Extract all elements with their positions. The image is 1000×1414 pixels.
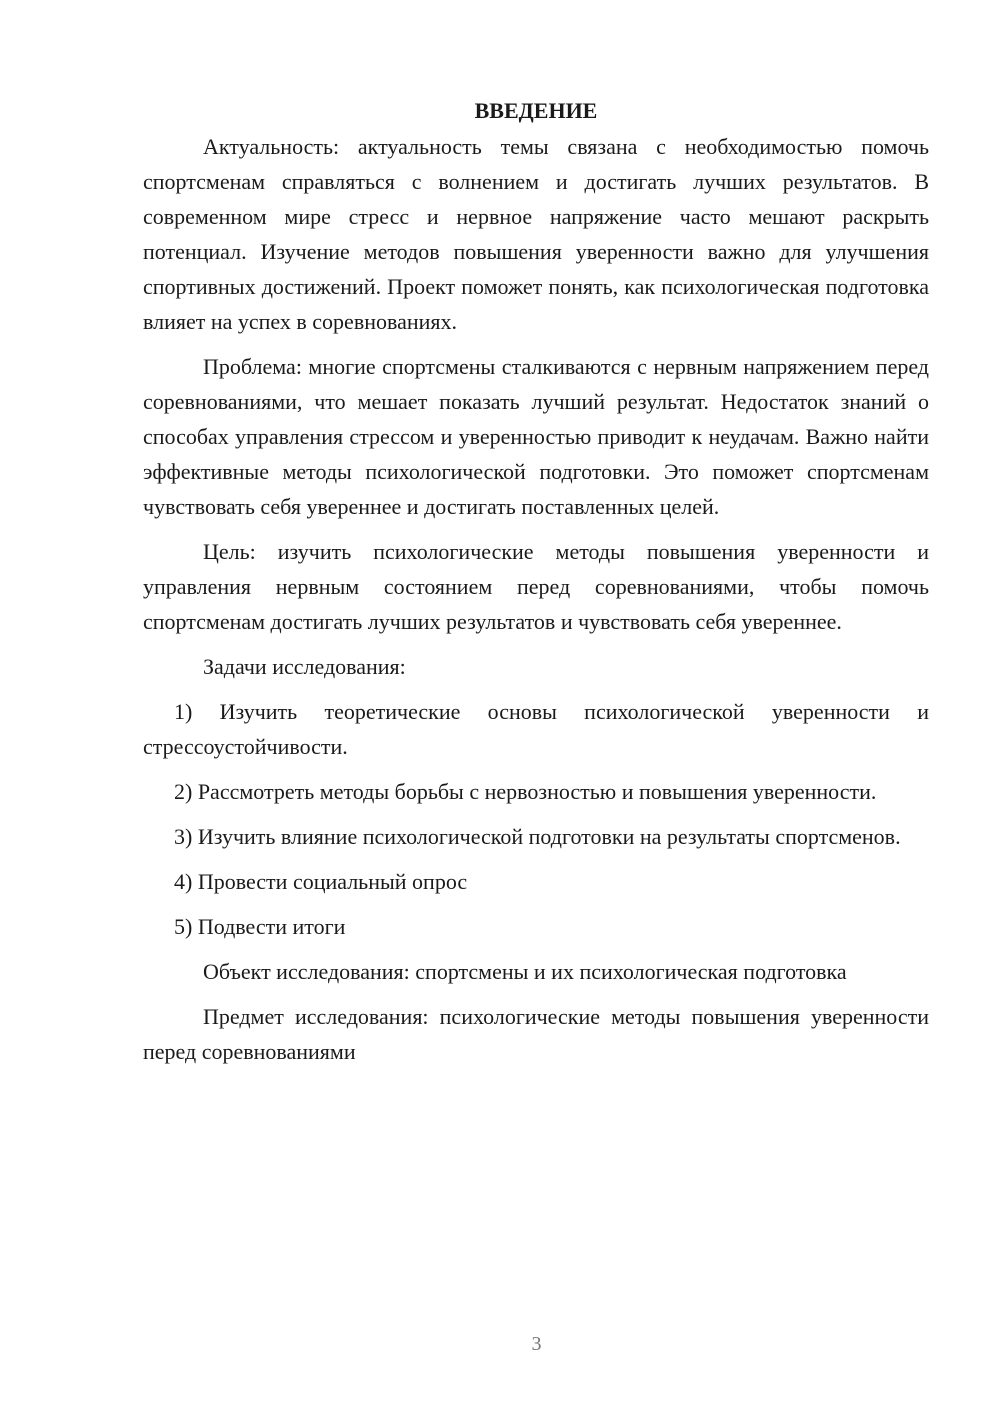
object-paragraph: Объект исследования: спортсмены и их психологическая подготовка	[203, 959, 847, 984]
tasks-list	[143, 694, 929, 944]
task-item: 4) Провести социальный опрос	[174, 869, 468, 894]
page-content	[143, 93, 929, 1079]
goal-paragraph: Цель: изучить психологические методы повышения уверенности и управления нервным состоянием перед соревнованиями, чтобы помочь спортсменам достигать лучших результатов и чувствовать себя увереннее.	[143, 539, 929, 634]
relevance-paragraph: Актуальность: актуальность темы связана с необходимостью помочь спортсменам справляться с волнением и достигать лучших результатов. В современном мире стресс и нервное напряжение часто мешают раскрыть потенциал. Изучение методов повышения уверенности важно для улучшения спортивных достижений. Проект поможет понять, как психологическая подготовка влияет на успех в соревнованиях.	[143, 134, 929, 334]
task-item: 1) Изучить теоретические основы психологической уверенности и стрессоустойчивости.	[143, 699, 929, 759]
section-heading: ВВЕДЕНИЕ	[474, 98, 598, 123]
page-number: 3	[531, 1333, 542, 1355]
problem-paragraph: Проблема: многие спортсмены сталкиваются с нервным напряжением перед соревнованиями, что мешает показать лучший результат. Недостаток знаний о способах управления стрессом и уверенностью приводит к неудачам. Важно найти эффективные методы психологической подготовки. Это поможет спортсменам чувствовать себя увереннее и достигать поставленных целей.	[143, 354, 929, 519]
subject-paragraph: Предмет исследования: психологические методы повышения уверенности перед соревнованиями	[143, 1004, 929, 1064]
tasks-title: Задачи исследования:	[203, 654, 406, 679]
task-item: 3) Изучить влияние психологической подготовки на результаты спортсменов.	[174, 824, 901, 849]
task-item: 2) Рассмотреть методы борьбы с нервозностью и повышения уверенности.	[174, 779, 877, 804]
task-item: 5) Подвести итоги	[174, 914, 346, 939]
